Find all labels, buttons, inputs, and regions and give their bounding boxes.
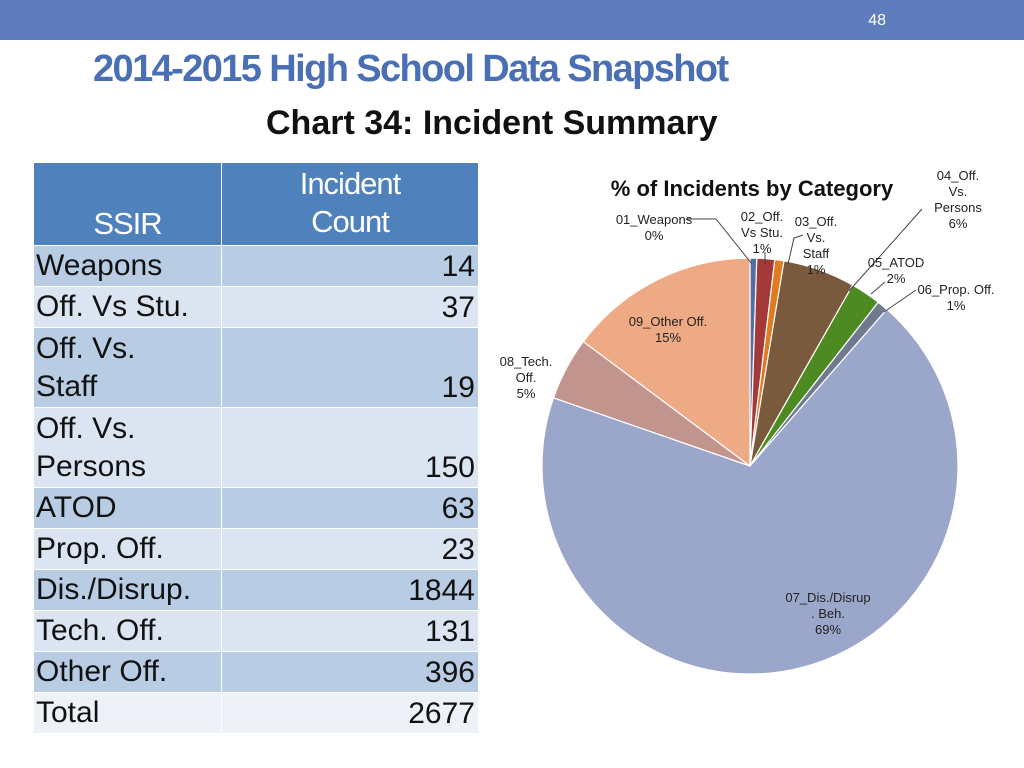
row-count: 2677: [222, 693, 479, 734]
row-label: Dis./Disrup.: [34, 570, 222, 611]
row-label: Tech. Off.: [34, 611, 222, 652]
slice-label-off-vs-stu: 02_Off. Vs Stu. 1%: [740, 209, 784, 256]
row-count: 37: [222, 287, 479, 328]
row-label-line: Staff: [36, 369, 98, 403]
table-row: [34, 408, 479, 488]
table-row: [34, 529, 479, 570]
row-label: [34, 408, 222, 488]
row-count: 396: [222, 652, 479, 693]
row-label: Total: [34, 693, 222, 734]
row-label: Weapons: [34, 246, 222, 287]
row-label: [34, 328, 222, 408]
slice-label-dis-disrup: 07_Dis./Disrup . Beh. 69%: [785, 590, 871, 637]
leader-line-atod: [871, 282, 885, 294]
slice-label-tech-off: 08_Tech. Off. 5%: [499, 354, 553, 401]
row-count: 23: [222, 529, 479, 570]
table-row: [34, 287, 479, 328]
row-count: 14: [222, 246, 479, 287]
row-label: Other Off.: [34, 652, 222, 693]
header-incident-count: [222, 163, 479, 246]
table-row: [34, 246, 479, 287]
row-count: 150: [222, 408, 479, 488]
chart-title: % of Incidents by Category: [610, 176, 894, 201]
row-label-line: Off. Vs.: [36, 331, 136, 365]
pie-chart: [490, 160, 1010, 680]
row-label-line: Off. Vs.: [36, 411, 136, 445]
row-count: 131: [222, 611, 479, 652]
header-count-line1: Incident: [299, 166, 401, 201]
pie-slices: [542, 258, 958, 674]
table-row: [34, 611, 479, 652]
page-title: 2014-2015 High School Data Snapshot: [93, 48, 728, 90]
leader-line-off-vs-staff: [788, 235, 803, 264]
row-count: 1844: [222, 570, 479, 611]
table-row-total: [34, 693, 479, 734]
leader-line-prop-off: [884, 290, 916, 312]
header-bar: [0, 0, 1024, 40]
row-label: Prop. Off.: [34, 529, 222, 570]
table-row: [34, 488, 479, 529]
slice-label-prop-off: 06_Prop. Off. 1%: [917, 282, 995, 313]
slice-label-weapons: 01_Weapons 0%: [615, 212, 693, 243]
row-label-line: Persons: [36, 449, 147, 483]
incident-table: [33, 162, 479, 734]
row-label: ATOD: [34, 488, 222, 529]
header-count-line2: Count: [311, 204, 389, 239]
table-row: [34, 570, 479, 611]
row-count: 19: [222, 328, 479, 408]
chart-subtitle: Chart 34: Incident Summary: [266, 104, 718, 142]
slide-number: 48: [868, 12, 886, 29]
header-ssir: SSIR: [34, 163, 222, 246]
slice-label-atod: 05_ATOD 2%: [867, 255, 925, 286]
table-row: [34, 328, 479, 408]
row-count: 63: [222, 488, 479, 529]
slice-label-off-vs-persons: 04_Off. Vs. Persons 6%: [934, 168, 982, 231]
slice-label-off-vs-staff: 03_Off. Vs. Staff 1%: [794, 214, 838, 277]
leader-line-off-vs-persons: [849, 209, 922, 291]
table-row: [34, 652, 479, 693]
row-label: Off. Vs Stu.: [34, 287, 222, 328]
slice-label-other-off: 09_Other Off. 15%: [628, 314, 708, 345]
